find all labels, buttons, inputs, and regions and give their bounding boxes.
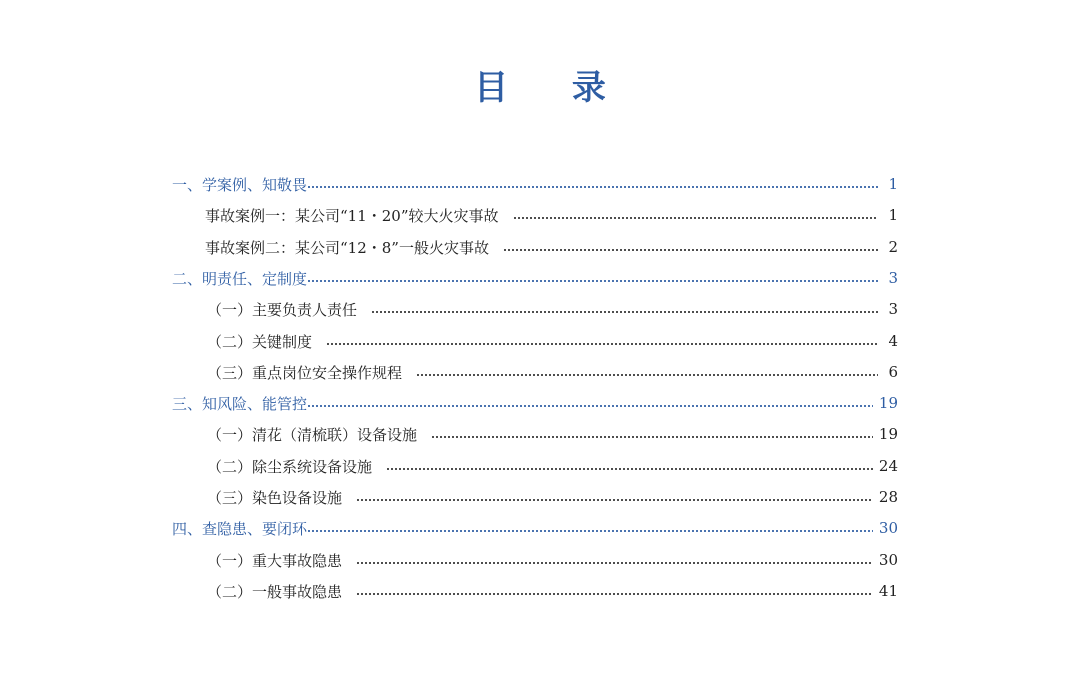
dot-leader (371, 311, 878, 313)
toc-entry-label: 二、明责任、定制度 (172, 269, 308, 288)
toc-entry-page-number: 19 (878, 425, 898, 443)
toc-entry-section-4[interactable] (172, 512, 898, 544)
toc-entry-subsection[interactable] (207, 293, 898, 325)
toc-entry-subsection[interactable] (207, 481, 898, 513)
toc-entry-label: 三、知风险、能管控 (172, 394, 308, 413)
toc-entry-section-2[interactable] (172, 262, 898, 294)
toc-entry-label: 一、学案例、知敬畏 (172, 175, 308, 194)
toc-entry-label: （三）重点岗位安全操作规程 (207, 363, 403, 382)
toc-entry-page-number: 6 (888, 363, 898, 381)
toc-entry-section-3[interactable] (172, 387, 898, 419)
toc-entry-label: （二）关键制度 (207, 332, 313, 351)
toc-entry-page-number: 3 (888, 300, 898, 318)
toc-entry-case-1[interactable] (205, 199, 898, 231)
dot-leader (356, 499, 873, 501)
toc-entry-subsection[interactable] (207, 575, 898, 607)
toc-entry-subsection[interactable] (207, 356, 898, 388)
toc-entry-page-number: 3 (888, 269, 898, 287)
page-title: 目 录 (474, 68, 632, 108)
toc-entry-page-number: 19 (878, 394, 898, 412)
dot-leader (513, 217, 878, 219)
dot-leader (307, 186, 878, 188)
dot-leader (416, 374, 878, 376)
toc-entry-label: 事故案例一：某公司“11・20”较大火灾事故 (205, 206, 499, 225)
toc-entry-page-number: 4 (888, 332, 898, 350)
toc-entry-label: 四、查隐患、要闭环 (172, 519, 308, 538)
toc-entry-label: （一）主要负责人责任 (207, 300, 358, 319)
dot-leader (307, 405, 873, 407)
toc-entry-page-number: 30 (878, 551, 898, 569)
toc-entry-page-number: 2 (888, 238, 898, 256)
toc-entry-page-number: 28 (878, 488, 898, 506)
toc-entry-label: （二）除尘系统设备设施 (207, 457, 373, 476)
dot-leader (326, 343, 878, 345)
toc-entry-case-2[interactable] (205, 231, 898, 263)
dot-leader (307, 530, 873, 532)
toc-entry-page-number: 24 (878, 457, 898, 475)
dot-leader (386, 468, 873, 470)
toc-entry-label: （三）染色设备设施 (207, 488, 343, 507)
dot-leader (356, 593, 873, 595)
toc-entry-label: （一）清花（清梳联）设备设施 (207, 425, 418, 444)
toc-entry-subsection[interactable] (207, 325, 898, 357)
dot-leader (356, 562, 873, 564)
toc-entry-page-number: 1 (888, 206, 898, 224)
toc-entry-page-number: 1 (888, 175, 898, 193)
toc-entry-subsection[interactable] (207, 544, 898, 576)
dot-leader (307, 280, 878, 282)
toc-entry-label: （一）重大事故隐患 (207, 551, 343, 570)
toc-entry-page-number: 41 (878, 582, 898, 600)
dot-leader (503, 249, 878, 251)
toc-entry-section-1[interactable] (172, 168, 898, 200)
toc-entry-label: 事故案例二：某公司“12・8”一般火灾事故 (205, 238, 489, 257)
dot-leader (431, 436, 873, 438)
toc-entry-subsection[interactable] (207, 450, 898, 482)
toc-entry-label: （二）一般事故隐患 (207, 582, 343, 601)
toc-entry-page-number: 30 (878, 519, 898, 537)
toc-entry-subsection[interactable] (207, 418, 898, 450)
